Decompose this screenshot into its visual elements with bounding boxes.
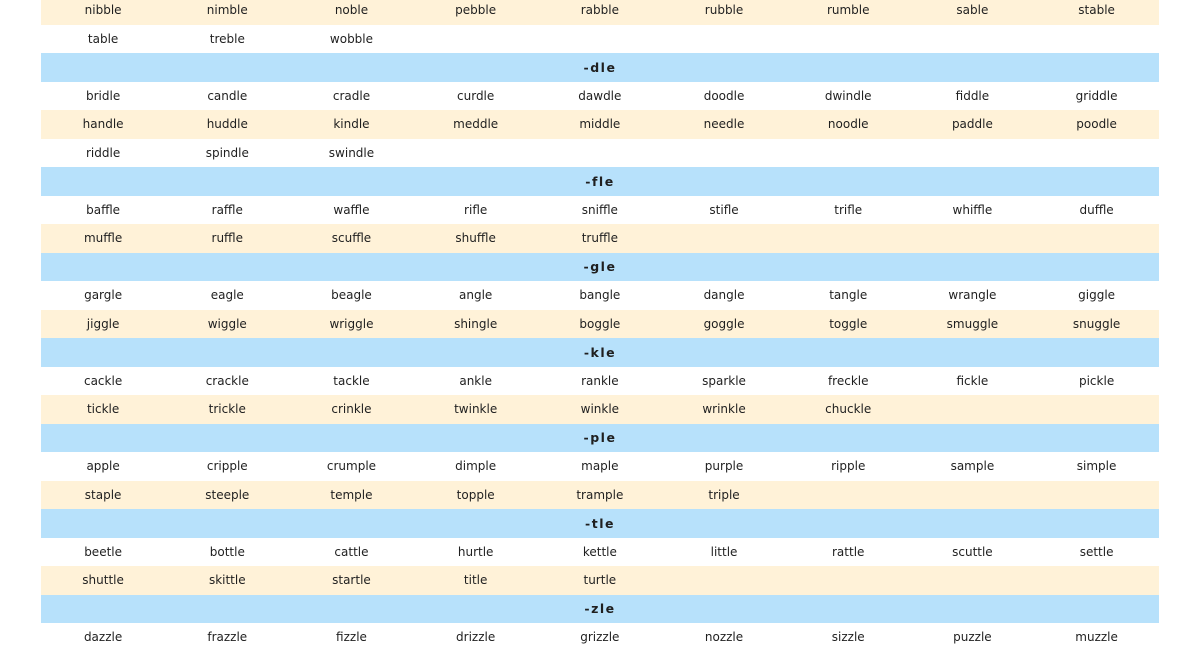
word-row	[41, 566, 1159, 595]
word-cell: title	[463, 573, 488, 588]
word-cell: goggle	[703, 316, 745, 331]
word-cell: eagle	[210, 288, 244, 303]
section-header	[41, 424, 1159, 453]
word-cell: trifle	[834, 202, 863, 217]
word-cell: maple	[581, 459, 619, 474]
word-cell: scuttle	[952, 544, 993, 559]
word-row	[41, 82, 1159, 111]
word-cell: swindle	[328, 145, 375, 160]
word-cell: noodle	[827, 117, 869, 132]
word-cell: settle	[1079, 544, 1114, 559]
word-cell: kindle	[333, 117, 370, 132]
word-cell: drizzle	[456, 630, 496, 645]
word-cell: little	[710, 544, 738, 559]
word-cell: skittle	[208, 573, 246, 588]
word-cell: muzzle	[1075, 630, 1118, 645]
word-cell: sable	[956, 3, 989, 18]
word-cell: snuggle	[1072, 316, 1121, 331]
word-row	[41, 281, 1159, 310]
word-cell: nibble	[84, 3, 122, 18]
word-cell: gargle	[84, 288, 123, 303]
word-cell: ankle	[459, 373, 492, 388]
word-cell: boggle	[579, 316, 621, 331]
word-cell: jiggle	[86, 316, 120, 331]
section-header	[41, 53, 1159, 82]
word-cell: wriggle	[329, 316, 374, 331]
word-cell: steeple	[205, 487, 250, 502]
word-cell: freckle	[827, 373, 869, 388]
word-cell: curdle	[457, 88, 495, 103]
word-cell: needle	[703, 117, 745, 132]
word-cell: paddle	[951, 117, 993, 132]
word-row	[41, 224, 1159, 253]
word-cell: cradle	[332, 88, 371, 103]
word-cell: hurtle	[457, 544, 494, 559]
word-cell: staple	[84, 487, 122, 502]
word-cell: startle	[332, 573, 371, 588]
word-cell: rifle	[464, 202, 488, 217]
word-cell: table	[87, 31, 119, 46]
word-cell: shuffle	[455, 231, 496, 246]
word-cell: fickle	[956, 373, 989, 388]
word-cell: purple	[704, 459, 744, 474]
word-cell: wrangle	[948, 288, 997, 303]
word-cell: shingle	[454, 316, 498, 331]
word-cell: raffle	[211, 202, 243, 217]
word-cell: sample	[950, 459, 995, 474]
word-row	[41, 367, 1159, 396]
section-header-label: -fle	[585, 173, 615, 189]
word-cell: stifle	[709, 202, 739, 217]
word-cell: triple	[708, 487, 740, 502]
word-cell: toggle	[829, 316, 868, 331]
word-cell: twinkle	[454, 402, 498, 417]
section-header-label: -gle	[583, 259, 617, 275]
word-cell: cattle	[334, 544, 369, 559]
word-cell: shuttle	[82, 573, 124, 588]
word-cell: cripple	[206, 459, 248, 474]
word-cell: temple	[330, 487, 373, 502]
word-cell: fizzle	[336, 630, 367, 645]
word-cell: dangle	[703, 288, 745, 303]
word-cell: chuckle	[825, 402, 872, 417]
word-cell: winkle	[580, 402, 620, 417]
word-cell: meddle	[453, 117, 499, 132]
word-cell: dazzle	[83, 630, 123, 645]
word-cell: rumble	[826, 3, 870, 18]
word-cell: crackle	[205, 373, 249, 388]
word-cell: whiffle	[952, 202, 993, 217]
word-cell: angle	[459, 288, 493, 303]
word-row	[41, 139, 1159, 168]
word-row	[41, 395, 1159, 424]
word-row	[41, 538, 1159, 567]
word-cell: baffle	[86, 202, 121, 217]
word-cell: fiddle	[955, 88, 990, 103]
word-cell: rattle	[832, 544, 865, 559]
word-cell: bottle	[209, 544, 245, 559]
word-cell: wiggle	[207, 316, 247, 331]
word-cell: kettle	[582, 544, 617, 559]
word-cell: stable	[1078, 3, 1115, 18]
word-cell: tickle	[86, 402, 120, 417]
word-cell: pebble	[455, 3, 497, 18]
word-cell: beagle	[331, 288, 372, 303]
word-cell: treble	[209, 31, 245, 46]
word-cell: sparkle	[702, 373, 746, 388]
word-cell: rabble	[580, 3, 619, 18]
word-cell: cackle	[83, 373, 123, 388]
word-cell: muffle	[83, 231, 123, 246]
section-header-label: -ple	[583, 430, 617, 446]
word-cell: turtle	[583, 573, 617, 588]
word-cell: trample	[576, 487, 624, 502]
word-cell: wobble	[329, 31, 374, 46]
word-cell: nozzle	[704, 630, 744, 645]
section-header	[41, 338, 1159, 367]
word-cell: poodle	[1076, 117, 1117, 132]
word-cell: ripple	[831, 459, 866, 474]
word-cell: giggle	[1078, 288, 1116, 303]
word-cell: riddle	[85, 145, 121, 160]
section-header-label: -tle	[585, 515, 615, 531]
section-header-label: -zle	[584, 601, 616, 617]
word-cell: dawdle	[578, 88, 622, 103]
word-cell: apple	[86, 459, 120, 474]
word-cell: trickle	[208, 402, 246, 417]
word-cell: bangle	[579, 288, 621, 303]
word-cell: noble	[334, 3, 369, 18]
word-cell: ruffle	[211, 231, 244, 246]
word-row	[41, 452, 1159, 481]
word-cell: spindle	[205, 145, 249, 160]
word-cell: candle	[207, 88, 248, 103]
word-cell: smuggle	[946, 316, 999, 331]
word-cell: truffle	[581, 231, 618, 246]
word-cell: wrinkle	[702, 402, 746, 417]
word-cell: griddle	[1075, 88, 1118, 103]
word-row	[41, 25, 1159, 54]
word-row	[41, 0, 1159, 25]
word-cell: rubble	[704, 3, 744, 18]
word-row	[41, 196, 1159, 225]
word-cell: bridle	[85, 88, 121, 103]
word-cell: rankle	[581, 373, 619, 388]
word-cell: sniffle	[581, 202, 618, 217]
word-table	[41, 0, 1159, 652]
word-cell: dimple	[455, 459, 497, 474]
word-cell: topple	[456, 487, 495, 502]
word-cell: sizzle	[831, 630, 865, 645]
word-cell: middle	[579, 117, 621, 132]
word-cell: duffle	[1079, 202, 1114, 217]
word-cell: pickle	[1078, 373, 1115, 388]
section-header-label: -kle	[583, 344, 617, 360]
word-cell: waffle	[333, 202, 370, 217]
word-cell: handle	[82, 117, 124, 132]
section-header	[41, 167, 1159, 196]
section-header-label: -dle	[583, 59, 617, 75]
word-cell: nimble	[206, 3, 248, 18]
section-header	[41, 253, 1159, 282]
word-cell: doodle	[703, 88, 745, 103]
section-header	[41, 509, 1159, 538]
word-row	[41, 310, 1159, 339]
word-cell: scuffle	[331, 231, 372, 246]
word-cell: crumple	[326, 459, 377, 474]
section-header	[41, 595, 1159, 624]
word-cell: beetle	[84, 544, 122, 559]
word-row	[41, 110, 1159, 139]
word-cell: simple	[1076, 459, 1117, 474]
word-cell: tangle	[829, 288, 868, 303]
word-cell: crinkle	[331, 402, 372, 417]
word-cell: frazzle	[207, 630, 248, 645]
word-row	[41, 623, 1159, 652]
word-row	[41, 481, 1159, 510]
word-cell: huddle	[206, 117, 248, 132]
word-cell: grizzle	[580, 630, 620, 645]
word-cell: tackle	[333, 373, 370, 388]
word-cell: puzzle	[953, 630, 992, 645]
word-cell: dwindle	[824, 88, 872, 103]
